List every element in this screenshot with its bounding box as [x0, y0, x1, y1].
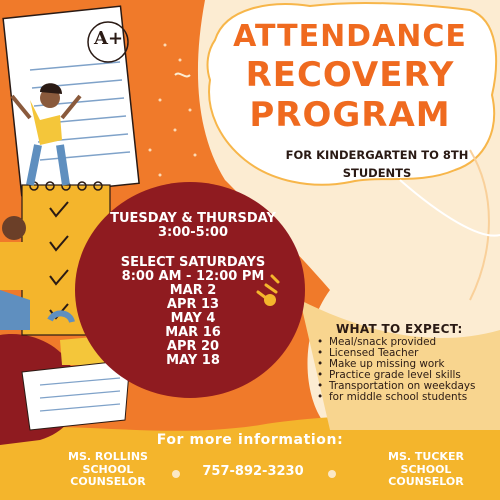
saturday-date: MAY 18 [166, 353, 220, 368]
contact-right-role-2: COUNSELOR [388, 475, 464, 488]
list-item-continuation: • for middle school students [325, 392, 500, 403]
grade-mark: A+ [94, 28, 124, 49]
saturday-date: MAR 16 [165, 325, 221, 340]
weekday-time: 3:00-5:00 [157, 225, 229, 240]
separator-dot [328, 470, 336, 478]
weekday-days: TUESDAY & THURSDAY [110, 211, 276, 226]
contact-left [48, 451, 168, 489]
title-line-1: ATTENDANCE [233, 19, 467, 54]
contact-right-name: MS. TUCKER [388, 450, 464, 463]
title-line-3: PROGRAM [249, 95, 451, 135]
saturday-time: 8:00 AM - 12:00 PM [121, 269, 265, 284]
saturday-date: MAY 4 [170, 311, 216, 326]
saturday-heading: SELECT SATURDAYS [120, 255, 266, 270]
list-item: • Licensed Teacher [325, 348, 500, 359]
subtitle-line-2: STUDENTS [342, 165, 412, 180]
saturday-date: APR 13 [166, 297, 220, 312]
phone-number[interactable]: 757-892-3230 [202, 464, 304, 479]
contact-right-role-1: SCHOOL [400, 462, 452, 476]
list-item: • Make up missing work [325, 359, 500, 370]
expect-list [316, 337, 500, 403]
schedule-block [108, 212, 278, 368]
list-item: • Meal/snack provided [325, 337, 500, 348]
list-item: • Practice grade level skills [325, 370, 500, 381]
contact-right [366, 451, 486, 489]
subtitle-line-1: FOR KINDERGARTEN TO 8TH [285, 148, 469, 162]
more-info-heading: For more information: [156, 432, 344, 448]
contact-left-role-1: SCHOOL [82, 462, 134, 476]
expect-heading: WHAT TO EXPECT: [336, 322, 463, 336]
contact-left-role-2: COUNSELOR [70, 475, 146, 488]
separator-dot [172, 470, 180, 478]
saturday-date: APR 20 [166, 339, 220, 354]
list-item: • Transportation on weekdays [325, 381, 500, 392]
contact-left-name: MS. ROLLINS [68, 450, 148, 463]
subtitle [262, 147, 492, 183]
saturday-date: MAR 2 [169, 283, 217, 298]
title-line-2: RECOVERY [245, 55, 455, 95]
